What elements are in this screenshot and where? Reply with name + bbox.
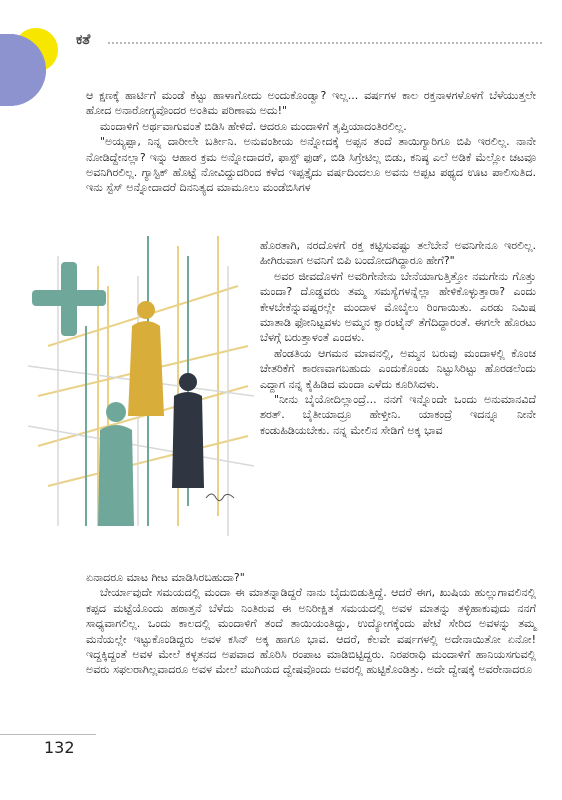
paragraph: ಅವರ ಜೀವದೊಳಗೆ ಅವರಿಗೇನೇನು ಬೇನೆಯಾಗುತ್ತಿತ್ತೋ ನಮಗೇನು ಗೊತ್ತು ಮಂದಾ? ದೊಡ್ಡವರು ತಮ್ಮ ಸಮಸ್ಯೆಗಳನ್ನೆಲ್ಲಾ ಹೇಳಿಕೊಳ್ಳುತ್ತಾರಾ? ಎಂದು ಕೇಳಬೇಕೆನ್ನುವಷ್ಟರಲ್ಲೇ ಮಂದಾಳ ಮೊಬೈಲು ರಿಂಗಾಯಿತು. ಎರಡು ನಿಮಿಷ ಮಾತಾಡಿ ಫೋನಿಟ್ಟವಳು ಅಮ್ಮನ ಕ್ವಾರಂಟೈನ್ ತೆಗೆದಿದ್ದಾರಂತೆ. ಈಗಲೇ ಹೊರಟು ಬೆಳಗ್ಗೆ ಬರುತ್ತಾಳಂತೆ ಎಂದಳು. — [260, 269, 536, 345]
right-text-block — [260, 238, 536, 438]
paragraph: "ನೀನು ಬೈಯೋದಿಲ್ಲಾಂದ್ರೆ... ನನಗೆ ಇನ್ನೊಂದೇ ಒಂದು ಅನುಮಾನವಿದೆ ಶರತ್. ಬೈತೀಯಾದ್ರೂ ಹೇಳ್ತೀನಿ. ಯಾಕಂದ್ರೆ ಇದನ್ನೂ ನೀನೇ ಕಂಡುಹಿಡಿಯಬೇಕು. ನನ್ನ ಮೇಲಿನ ಸೇಡಿಗೆ ಅಕ್ಕ ಭಾವ — [260, 393, 536, 437]
header-divider — [108, 42, 542, 44]
paragraph: ಹೆಂಡತಿಯ ಆಗಮನ ಮಾವನಲ್ಲಿ, ಅಮ್ಮನ ಬರುವು ಮಂದಾಳಲ್ಲಿ ಕೊಂಚ ಚೇತರಿಕೆಗೆ ಕಾರಣವಾಗಬಹುದು ಎಂದುಕೊಂಡು ನಿಟ್ಟುಸಿರಿಟ್ಟು ಹೊರಡಲೆಂದು ಎದ್ದಾಗ ನನ್ನ ಕೈಹಿಡಿದ ಮಂದಾ ಎಳೆದು ಕೂರಿಸಿದಳು. — [260, 346, 536, 391]
page-number: 132 — [44, 738, 75, 757]
top-text-block — [86, 88, 536, 196]
paragraph: "ಅಯ್ಯಪ್ಪಾ, ನಿನ್ನ ದಾರೀಲೇ ಬರ್ತೀನಿ. ಅನುವಂಶೀಯ ಅನ್ನೋದಕ್ಕೆ ಅಪ್ಪನ ತಂದೆ ತಾಯಿಗ್ಯಾರಿಗೂ ಬಿಪಿ ಇರಲಿಲ್ಲ. ನಾನೇ ನೋಡಿದ್ದೇನಲ್ಲಾ? ಇನ್ನು ಆಹಾರ ಕ್ರಮ ಅನ್ನೋದಾದರೆ, ಫಾಸ್ಟ್ ಫುಡ್, ಬಿಡಿ ಸಿಗ್ರೇಟಿಲ್ಲ ಬಿಡು, ಕನಿಷ್ಠ ಎಲೆ ಅಡಿಕೆ ಮೆಲ್ಲೋ ಚಟವೂ ಅವನಿಗಿರಲಿಲ್ಲ. ಗ್ಯಾಸ್ಟಿಕ್ ಹೊಟ್ಟೆ ನೋವಿದ್ದುದರಿಂದ ಕಳೆದ ಇಪ್ಪತ್ತೈದು ವರ್ಷದಿಂದಲೂ ಅವನು ಅಪ್ಪಟ ಪಥ್ಯದ ಊಟ ಪಾಲಿಸುತಿದ. ಇನು ಸ್ಟೆಸ್ ಅನ್ನೋದಾದರೆ ದಿನನಿತ್ಯದ ಮಾಮೂಲು ಮಂಡೆಬಿಸಿಗಳ — [86, 135, 536, 195]
section-title: ಕತೆ — [76, 32, 91, 48]
paragraph: ಆ ಕ್ಷಣಕ್ಕೆ ಹಾರ್ಟಿಗೆ ಮಂಡೆ ಕೆಟ್ಟು ಹಾಳಾಗೋದು ಅಂದುಕೊಂಡ್ವಾ? ಇಲ್ಲ... ವರ್ಷಗಳ ಕಾಲ ರಕ್ತನಾಳಗಳೊಳಗೆ ಬೆಳೆಯುತ್ತಲೇ ಹೋದ ಅನಾರೋಗ್ಯವೊಂದರ ಅಂತಿಮ ಪರಿಣಾಮ ಅದು!" — [86, 89, 536, 118]
paragraph: ಹೊರತಾಗಿ, ನರದೊಳಗೆ ರಕ್ತ ಕಟ್ಟಿಸುವಷ್ಟು ತಲೆಬೇನೆ ಅವನಿಗೇನೂ ಇರಲಿಲ್ಲ. ಹೀಗಿರುವಾಗ ಅವನಿಗೆ ಬಿಪಿ ಬಂದೋದಗಿದ್ದಾರೂ ಹೇಗೆ?" — [260, 239, 536, 268]
paragraph: ಬೇರ್ಯಾವುದೇ ಸಮಯದಲ್ಲಿ ಮಂದಾ ಈ ಮಾತನ್ನಾಡಿದ್ದರೆ ನಾನು ಬೈದುಬಿಡುತ್ತಿದ್ದೆ. ಆದರೆ ಈಗ, ಖುಷಿಯ ಹುಲ್ಲುಗಾವಲಿನಲ್ಲಿ ಕಪ್ಪದ ಮಟ್ಟೆಯೊಂದು ಹಠಾತ್ತನೆ ಬೆಳೆದು ನಿಂತಿರುವ ಈ ಅನಿರೀಕ್ಷಿತ ಸಮಯದಲ್ಲಿ ಅವಳ ಮಾತನ್ನು ತಳ್ಳಿಹಾಕುವುದು ನನಗೆ ಸಾಧ್ಯವಾಗಲಿಲ್ಲ. ಒಂದು ಕಾಲದಲ್ಲಿ ಮಂದಾಳಿಗೆ ತಂದೆ ತಾಯಿಯಂತಿದ್ದು, ಉದ್ಯೋಗಕ್ಕೆಂದು ಪೇಟೆ ಸೇರಿದ ಅವಳನ್ನು ತಮ್ಮ ಮನೆಯಲ್ಲೇ ಇಟ್ಟುಕೊಂಡಿದ್ದರು ಅವಳ ಕಸಿನ್ ಅಕ್ಕ ಹಾಗೂ ಭಾವ. ಆದರೆ, ಕೆಲವೇ ವರ್ಷಗಳಲ್ಲಿ ಅದೇನಾಯಿತೋ ಏನೋ! ಇದ್ದಕ್ಕಿದ್ದಂತೆ ಅವಳ ಮೇಲೆ ಕಳ್ಳತನದ ಅಪವಾದ ಹೊರಿಸಿ ರಂಪಾಟ ಮಾಡಿಬಿಟ್ಟಿದ್ದರು. ನಿರಪರಾಧಿ ಮಂದಾಳಿಗೆ ಹಾನಿಯಸಗುವಲ್ಲಿ ಅವರು ಸಫಲರಾಗಿಲ್ಲವಾದರೂ ಅವಳ ಮೇಲೆ ಮುಗಿಯದ ದ್ವೇಷವೊಂದು ಅವರಲ್ಲಿ ಹುಟ್ಟಿಕೊಂಡಿತ್ತು. ಅದೇ ದ್ವೇಷಕ್ಕೆ ಅವರೇನಾದರೂ — [86, 586, 536, 677]
bottom-text-block — [86, 570, 536, 678]
artist-signature — [206, 494, 234, 501]
paragraph: ಮಂದಾಳಿಗೆ ಅರ್ಥವಾಗುವಂತೆ ಬಿಡಿಸಿ ಹೇಳಿದೆ. ಆದರೂ ಮಂದಾಳಿಗೆ ತೃಪ್ತಿಯಾದಂತಿರಲಿಲ್ಲ. — [100, 119, 407, 133]
paragraph: ಏನಾದರೂ ಮಾಟ ಗೀಟ ಮಾಡಿಸಿರಬಹುದಾ?" — [86, 571, 245, 584]
illustration — [28, 226, 254, 542]
footer-rule — [0, 734, 96, 735]
